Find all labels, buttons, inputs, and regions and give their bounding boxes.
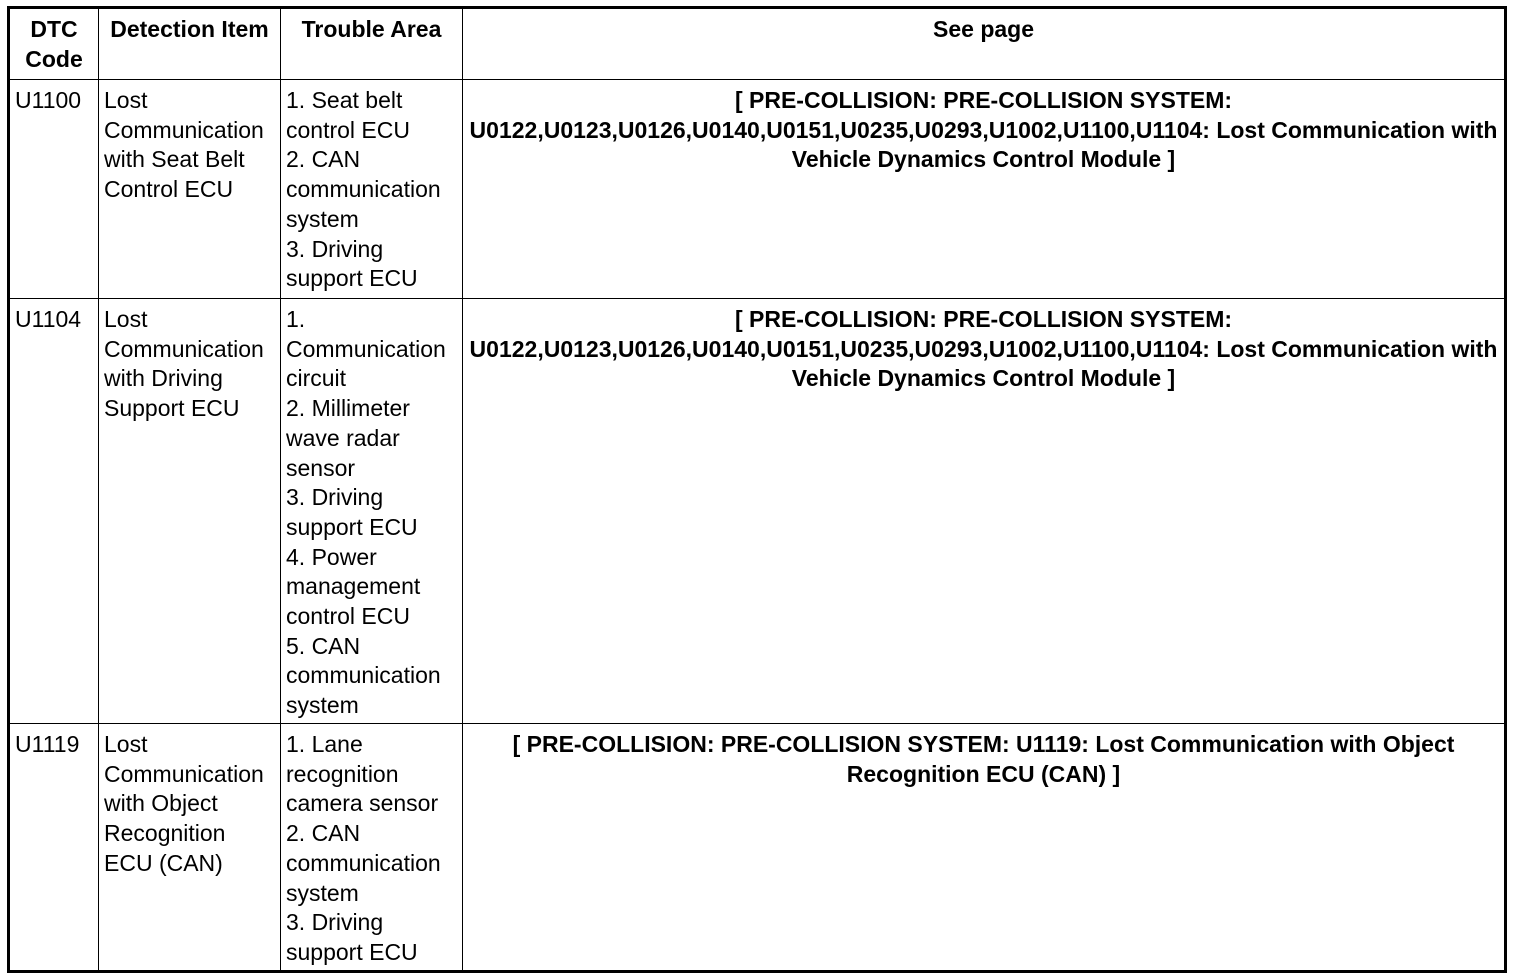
see-page-link[interactable]: [ PRE-COLLISION: PRE-COLLISION SYSTEM: U0122,U0123,U0126,U0140,U0151,U0235,U0293,U1002,U1100,U1104: Lost Communication with Vehicle Dynamics Control Module ] (463, 80, 1506, 299)
header-dtc-code: DTC Code (9, 8, 99, 80)
header-detection-item: Detection Item (99, 8, 281, 80)
trouble-area-item: 1. Communication circuit (286, 306, 446, 392)
trouble-area-cell (281, 724, 463, 972)
trouble-area-item: 3. Driving support ECU (286, 235, 418, 292)
detection-item-cell: Lost Communication with Object Recognition ECU (CAN) (99, 724, 281, 972)
trouble-area-item: 2. Millimeter wave radar sensor (286, 395, 410, 481)
trouble-area-item: 3. Driving support ECU (286, 484, 418, 540)
table-row (9, 724, 1506, 972)
see-page-link[interactable]: [ PRE-COLLISION: PRE-COLLISION SYSTEM: U1119: Lost Communication with Object Recognition ECU (CAN) ] (463, 724, 1506, 972)
trouble-area-item: 3. Driving support ECU (286, 909, 418, 965)
trouble-area-cell (281, 299, 463, 724)
detection-item-cell: Lost Communication with Driving Support ECU (99, 299, 281, 724)
table-row (9, 299, 1506, 724)
dtc-code-cell: U1104 (9, 299, 99, 724)
dtc-table (7, 6, 1507, 973)
trouble-area-item: 5. CAN communication system (286, 632, 441, 719)
dtc-code-cell: U1119 (9, 724, 99, 972)
detection-item-cell: Lost Communication with Seat Belt Control ECU (99, 80, 281, 299)
trouble-area-item: 4. Power management control ECU (286, 543, 421, 630)
header-see-page: See page (463, 8, 1506, 80)
dtc-code-cell: U1100 (9, 80, 99, 299)
trouble-area-item: 1. Lane recognition camera sensor (286, 731, 439, 817)
trouble-area-cell (281, 80, 463, 299)
header-trouble-area: Trouble Area (281, 8, 463, 80)
trouble-area-item: 1. Seat belt control ECU (286, 87, 410, 143)
table-header-row (9, 8, 1506, 80)
table-row (9, 80, 1506, 299)
trouble-area-item: 2. CAN communication system (286, 146, 441, 232)
trouble-area-item: 2. CAN communication system (286, 820, 441, 906)
see-page-link[interactable]: [ PRE-COLLISION: PRE-COLLISION SYSTEM: U0122,U0123,U0126,U0140,U0151,U0235,U0293,U1002,U1100,U1104: Lost Communication with Vehicle Dynamics Control Module ] (463, 299, 1506, 724)
